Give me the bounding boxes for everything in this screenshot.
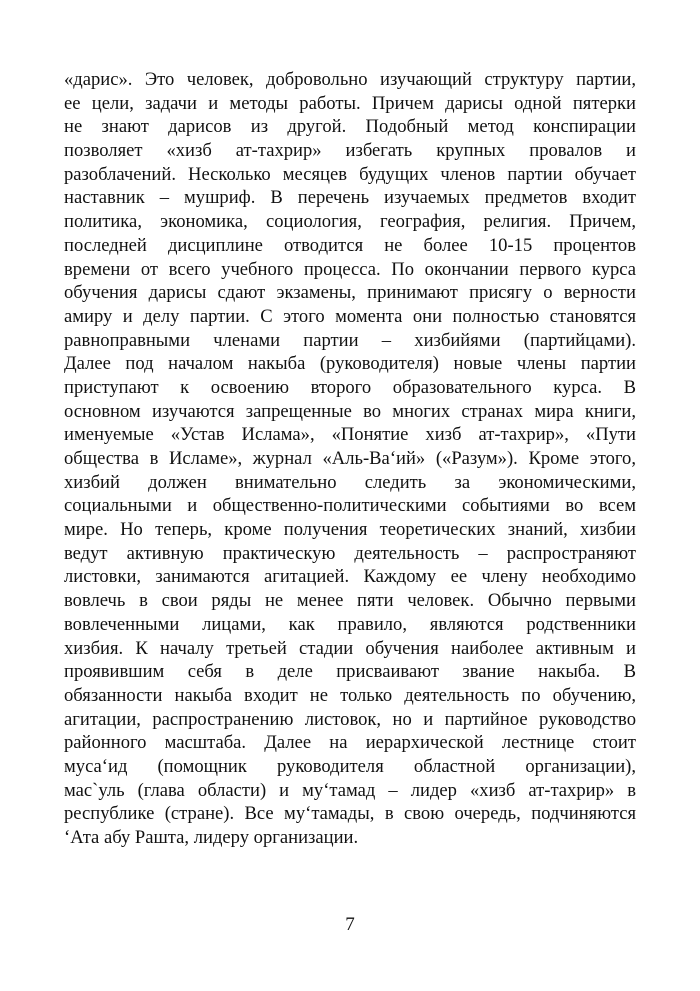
text-line: проявившим себя в деле присваивают звание накыба. В xyxy=(64,661,636,683)
text-line: последней дисциплине отводится не более 10-15 процентов xyxy=(64,234,636,256)
text-line: позволяет «хизб ат-тахрир» избегать крупных провалов и xyxy=(64,140,636,162)
text-line: разоблачений. Несколько месяцев будущих членов партии обучает xyxy=(64,163,636,185)
text-line: приступают к освоению второго образовательного курса. В xyxy=(64,376,636,398)
text-line: политика, экономика, социология, география, религия. Причем, xyxy=(64,211,636,233)
text-line: Далее под началом накыба (руководителя) новые члены партии xyxy=(64,353,636,375)
text-line: ее цели, задачи и методы работы. Причем дарисы одной пятерки xyxy=(64,92,636,114)
text-line: наставник – мушриф. В перечень изучаемых предметов входит xyxy=(64,187,636,209)
text-line: социальными и общественно-политическими событиями во всем xyxy=(64,495,636,517)
text-line: «дарис». Это человек, добровольно изучающий структуру партии, xyxy=(64,69,636,90)
text-line: ведут активную практическую деятельность – распространяют xyxy=(64,542,636,564)
page-number: 7 xyxy=(345,914,355,935)
body-text xyxy=(64,68,636,850)
text-line: основном изучаются запрещенные во многих странах мира книги, xyxy=(64,400,636,422)
text-line: районного масштаба. Далее на иерархической лестнице стоит xyxy=(64,732,636,754)
text-line-last: ‘Ата абу Рашта, лидеру организации. xyxy=(64,827,359,848)
text-line: мас`уль (глава области) и му‘тамад – лидер «хизб ат-тахрир» в xyxy=(64,779,636,801)
text-line: времени от всего учебного процесса. По окончании первого курса xyxy=(64,258,636,280)
text-line: листовки, занимаются агитацией. Каждому ее члену необходимо xyxy=(64,566,636,588)
text-line: общества в Исламе», журнал «Аль-Ва‘ий» («Разум»). Кроме этого, xyxy=(64,448,636,469)
text-line: хизбия. К началу третьей стадии обучения наиболее активным и xyxy=(64,637,636,659)
text-line: муса‘ид (помощник руководителя областной организации), xyxy=(64,755,636,777)
text-line: вовлеченными лицами, как правило, являются родственники xyxy=(64,613,636,635)
text-line: именуемые «Устав Ислама», «Понятие хизб ат-тахрир», «Пути xyxy=(64,424,636,446)
text-line: обучения дарисы сдают экзамены, принимают присягу о верности xyxy=(64,282,636,304)
text-line: агитации, распространению листовок, но и партийное руководство xyxy=(64,708,636,730)
text-line: не знают дарисов из другой. Подобный метод конспирации xyxy=(64,116,636,138)
text-line: амиру и делу партии. С этого момента они полностью становятся xyxy=(64,305,636,327)
text-line: вовлечь в свои ряды не менее пяти человек. Обычно первыми xyxy=(64,590,636,612)
text-line: обязанности накыба входит не только деятельность по обучению, xyxy=(64,684,636,706)
text-line: мире. Но теперь, кроме получения теоретических знаний, хизбии xyxy=(64,519,636,541)
text-line: республике (стране). Все му‘тамады, в свою очередь, подчиняются xyxy=(64,803,636,825)
text-line: хизбий должен внимательно следить за экономическими, xyxy=(64,471,636,493)
text-line: равноправными членами партии – хизбийями (партийцами). xyxy=(64,329,636,351)
